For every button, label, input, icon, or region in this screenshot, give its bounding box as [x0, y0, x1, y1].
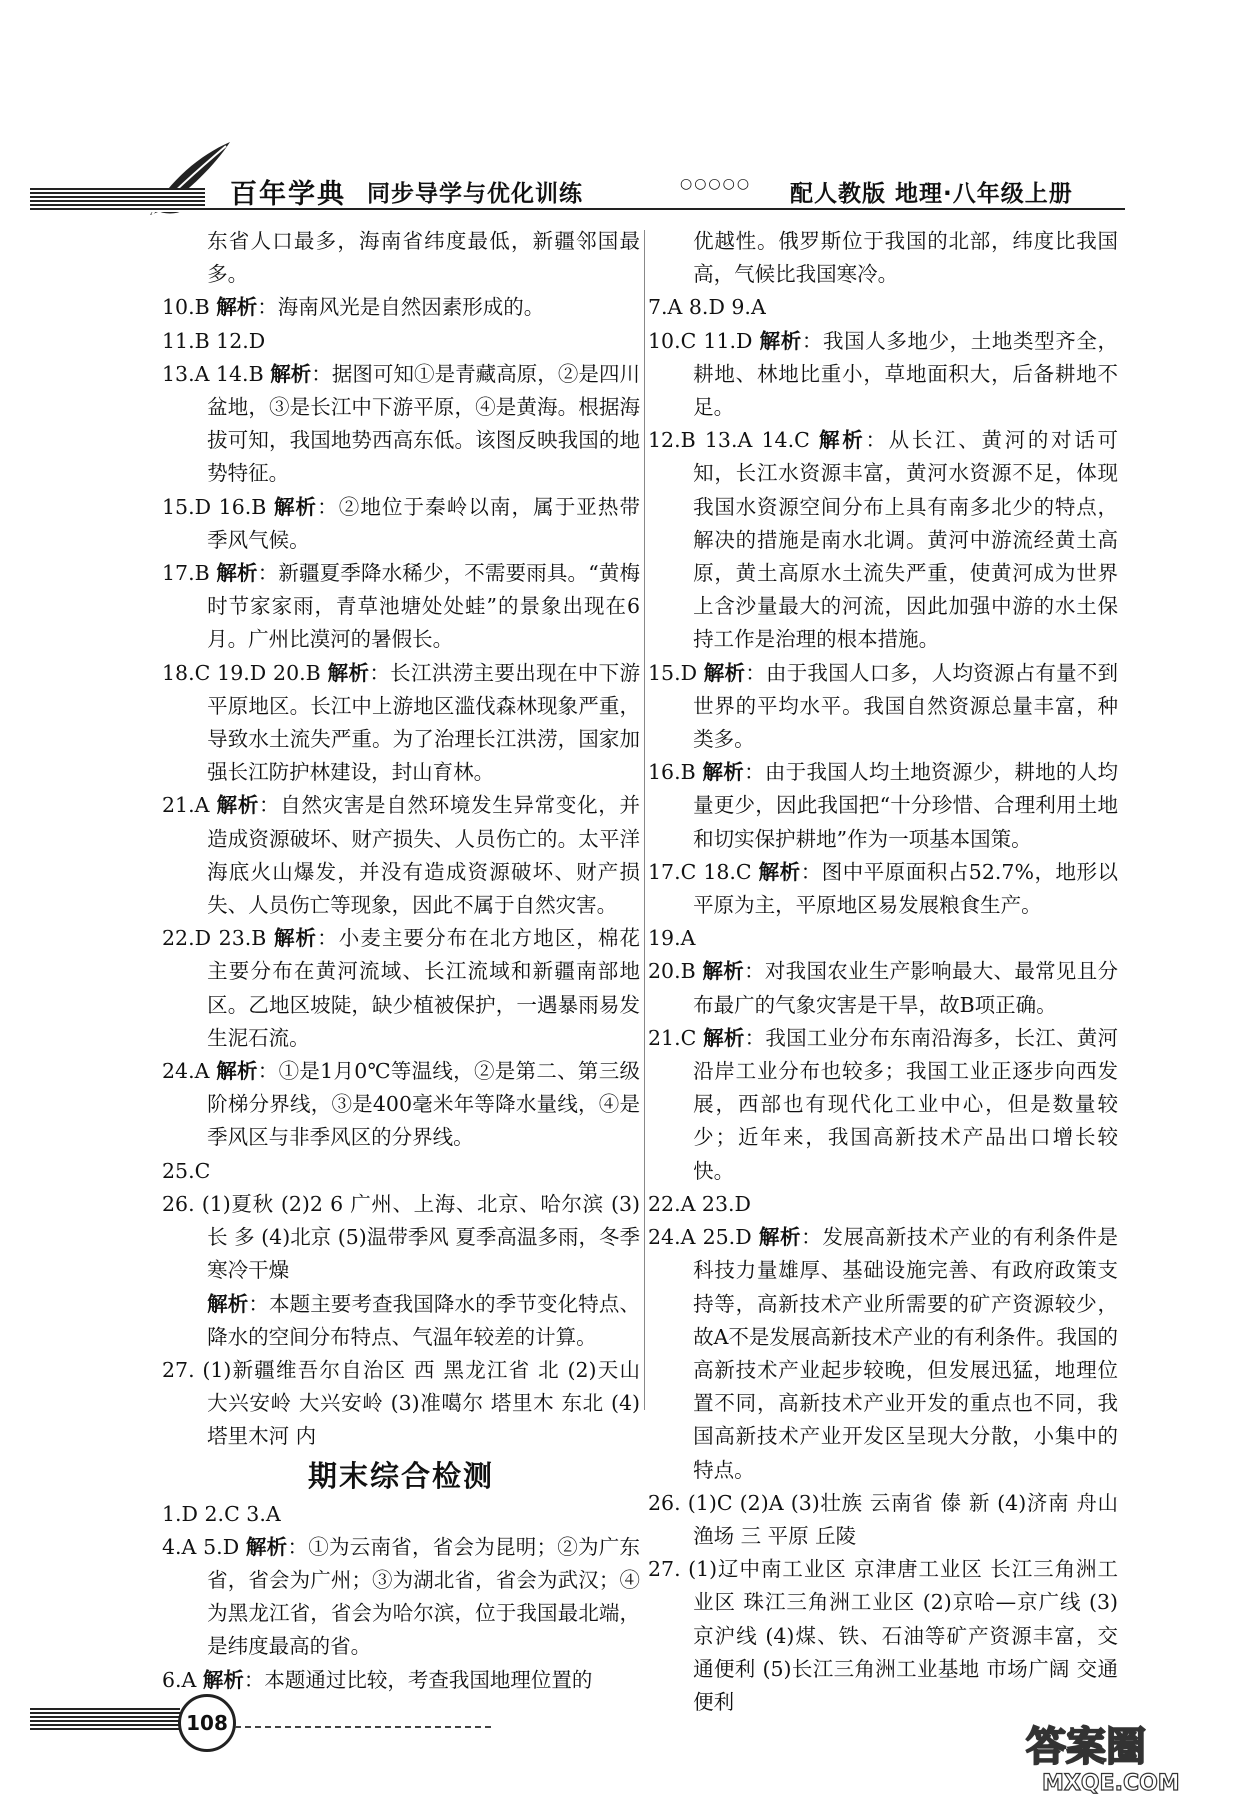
analysis-label: 解析: [216, 561, 258, 586]
answer-item: [162, 1354, 640, 1454]
answer-item: [648, 856, 1118, 922]
analysis-label: 解析: [702, 959, 745, 984]
answer-item: [648, 225, 1118, 291]
question-number: 22.A 23.D: [648, 1191, 751, 1216]
answer-text: ：本题主要考查我国降水的季节变化特点、降水的空间分布特点、气温年较差的计算。: [207, 1291, 641, 1349]
answer-text: ：自然灾害是自然环境发生异常变化，并造成资源破坏、财产损失、人员伤亡的。太平洋海底火山爆发，并没有造成资源破坏、财产损失、人员伤亡等现象，因此不属于自然灾害。: [207, 793, 640, 918]
answer-item: [162, 1055, 640, 1155]
question-number: 10.B: [162, 295, 210, 320]
watermark-text: 答案圈: [1026, 1724, 1146, 1770]
answer-item: [648, 1553, 1118, 1719]
answer-item: [648, 922, 1118, 955]
question-number: 18.C 19.D 20.B: [162, 660, 321, 685]
question-number: 21.C: [648, 1025, 697, 1050]
question-number: 7.A 8.D 9.A: [648, 295, 766, 320]
answer-list-left-2: [162, 1498, 640, 1697]
answer-item: [648, 1188, 1118, 1221]
answer-item: [162, 922, 640, 1055]
analysis-label: 解析: [245, 1534, 288, 1559]
answer-text: ：我国工业分布东南沿海多，长江、黄河沿岸工业分布也较多；我国工业正逐步向西发展，西部也有现代化工业中心，但是数量较少；近年来，我国高新技术产品出口增长较快。: [693, 1025, 1119, 1183]
header-stripes: [30, 188, 205, 212]
question-number: 12.B 13.A 14.C: [648, 428, 810, 453]
question-number: 20.B: [648, 959, 696, 984]
answer-text: ：图中平原面积占52.7%，地形以平原为主，平原地区易发展粮食生产。: [693, 859, 1118, 918]
question-number: 16.B: [648, 760, 696, 785]
analysis-label: 解析: [273, 494, 318, 519]
question-number: 17.B: [162, 561, 210, 586]
answer-item: [648, 325, 1118, 425]
analysis-label: 解析: [703, 1025, 745, 1050]
question-number: 11.B 12.D: [162, 328, 266, 353]
answer-item: [162, 491, 640, 557]
section-title: 期末综合检测: [307, 1458, 494, 1493]
series-subtitle: 同步导学与优化训练: [367, 181, 583, 207]
analysis-label: 解析: [270, 361, 312, 386]
question-number: 26.: [162, 1191, 195, 1216]
answer-text: ：①是1月0℃等温线，②是第二、第三级阶梯分界线，③是400毫米年等降水量线，④是季风区与非季风区的分界线。: [207, 1059, 640, 1150]
answer-text: ：①为云南省，省会为昆明；②为广东省，省会为广州；③为湖北省，省会为武汉；④为黑龙江省，省会为哈尔滨，位于我国最北端，是纬度最高的省。: [207, 1534, 641, 1659]
column-divider: [644, 230, 645, 1410]
answer-text: ：新疆夏季降水稀少，不需要雨具。“黄梅时节家家雨，青草池塘处处蛙”的景象出现在6月。广州比漠河的暑假长。: [207, 561, 641, 652]
answer-item: [162, 1188, 640, 1288]
answer-text: ：发展高新技术产业的有利条件是科技力量雄厚、基础设施完善、有政府政策支持等，高新技术产业所需要的矿产资源较少，故A不是发展高新技术产业的有利条件。我国的高新技术产业起步较晚，但发展迅猛，地理位置不同，高新技术产业开发的重点也不同，我国高新技术产业开发区呈现大分散，小集中的特点。: [693, 1225, 1119, 1482]
answer-text: ：长江洪涝主要出现在中下游平原地区。长江中上游地区滥伐森林现象严重，导致水土流失严重。为了治理长江洪涝，国家加强长江防护林建设，封山育林。: [207, 660, 641, 785]
header-dots: ○○○○○: [680, 176, 752, 192]
analysis-label: 解析: [273, 926, 318, 951]
question-number: 27.: [648, 1557, 681, 1582]
answer-text: ：小麦主要分布在北方地区，棉花主要分布在黄河流域、长江流域和新疆南部地区。乙地区坡陡，缺少植被保护，一遇暴雨易发生泥石流。: [207, 926, 641, 1050]
answer-item: [162, 358, 640, 491]
answer-text: (1)新疆维吾尔自治区 西 黑龙江省 北 (2)天山 大兴安岭 大兴安岭 (3)准噶尔 塔里木 东北 (4)塔里木河 内: [202, 1357, 640, 1449]
question-number: 27.: [162, 1357, 195, 1382]
question-number: 24.A: [162, 1059, 210, 1084]
question-number: 6.A: [162, 1667, 197, 1692]
page-header: [30, 130, 1100, 220]
question-number: 10.C 11.D: [648, 328, 753, 353]
edition-label: 配人教版 地理·八年级上册: [790, 181, 1073, 207]
answer-item: [648, 955, 1118, 1021]
analysis-label: 解析: [216, 793, 260, 818]
answer-item: [162, 225, 640, 291]
answer-item: [648, 291, 1118, 324]
answer-item: [162, 557, 640, 657]
answer-item: [648, 424, 1118, 656]
question-number: 4.A 5.D: [162, 1534, 240, 1559]
analysis-label: 解析: [758, 1225, 802, 1250]
answer-text: (1)辽中南工业区 京津唐工业区 长江三角洲工业区 珠江三角洲工业区 (2)京哈—京广线 (3)京沪线 (4)煤、铁、石油等矿产资源丰富，交通便利 (5)长江三角洲工业基地 市场广阔 交通便利: [688, 1557, 1118, 1714]
page-number: 108: [178, 1694, 236, 1752]
question-number: 1.D 2.C 3.A: [162, 1501, 281, 1526]
answer-item: [162, 657, 640, 790]
answer-text: (1)夏秋 (2)2 6 广州、上海、北京、哈尔滨 (3)长 多 (4)北京 (5)温带季风 夏季高温多雨，冬季寒冷干燥: [201, 1191, 640, 1283]
answer-text: ：由于我国人均土地资源少，耕地的人均量更少，因此我国把“十分珍惜、合理利用土地和切实保护耕地”作为一项基本国策。: [693, 760, 1119, 851]
question-number: 22.D 23.B: [162, 926, 267, 951]
page-footer: [30, 1690, 630, 1750]
answer-item: [162, 325, 640, 358]
analysis-label: 解析: [216, 1059, 258, 1084]
answer-item: [648, 1221, 1118, 1487]
answer-text: ：②地位于秦岭以南，属于亚热带季风气候。: [207, 494, 641, 552]
answer-item: [162, 1288, 640, 1354]
analysis-label: 解析: [216, 295, 258, 320]
answer-text: 优越性。俄罗斯位于我国的北部，纬度比我国高，气候比我国寒冷。: [693, 229, 1118, 287]
analysis-label: 解析: [819, 428, 866, 453]
answer-item: [162, 291, 640, 324]
answer-text: ：我国人多地少，土地类型齐全，耕地、林地比重小，草地面积大，后备耕地不足。: [693, 328, 1119, 420]
answer-text: ：据图可知①是青藏高原，②是四川盆地，③是长江中下游平原，④是黄海。根据海拔可知，我国地势西高东低。该图反映我国的地势特征。: [207, 361, 640, 486]
answer-text: ：本题通过比较，考查我国地理位置的: [243, 1667, 593, 1692]
answer-item: [648, 756, 1118, 856]
question-number: 17.C 18.C: [648, 859, 752, 884]
answer-item: [648, 1022, 1118, 1188]
answer-text: ：海南风光是自然因素形成的。: [257, 295, 545, 320]
watermark-url: MXQE.COM: [1042, 1771, 1180, 1796]
question-number: 24.A 25.D: [648, 1225, 752, 1250]
right-column: [648, 225, 1118, 1719]
question-number: 19.A: [648, 926, 696, 951]
footer-dash: [235, 1726, 495, 1728]
answer-item: [648, 657, 1118, 757]
question-number: 21.A: [162, 793, 210, 818]
question-number: 26.: [648, 1490, 681, 1515]
question-number: 13.A 14.B: [162, 361, 264, 386]
watermark-logo: [1018, 1710, 1238, 1798]
answer-item: [162, 1498, 640, 1531]
footer-stripes: [30, 1708, 180, 1730]
question-number: 15.D 16.B: [162, 494, 267, 519]
analysis-label: 解析: [703, 660, 746, 685]
analysis-label: 解析: [327, 660, 370, 685]
answer-item: [162, 1155, 640, 1188]
question-number: 15.D: [648, 660, 698, 685]
answer-list-right: [648, 225, 1118, 1719]
answer-item: [162, 1531, 640, 1664]
analysis-label: 解析: [758, 859, 801, 884]
analysis-label: 解析: [759, 328, 802, 353]
analysis-label: 解析: [207, 1291, 249, 1316]
answer-item: [162, 789, 640, 922]
question-number: 25.C: [162, 1158, 211, 1183]
answer-item: [648, 1487, 1118, 1553]
answer-text: 东省人口最多，海南省纬度最低，新疆邻国最多。: [207, 229, 640, 287]
answer-list-left: [162, 225, 640, 1454]
answer-text: ：对我国农业生产影响最大、最常见且分布最广的气象灾害是干旱，故B项正确。: [693, 959, 1119, 1017]
answer-text: ：由于我国人口多，人均资源占有量不到世界的平均水平。我国自然资源总量丰富，种类多。: [693, 660, 1119, 752]
answer-text: ：从长江、黄河的对话可知，长江水资源丰富，黄河水资源不足，体现我国水资源空间分布上具有南多北少的特点，解决的措施是南水北调。黄河中游流经黄土高原，黄土高原水土流失严重，使黄河成为世界上含沙量最大的河流，因此加强中游的水土保持工作是治理的根本措施。: [693, 428, 1119, 652]
analysis-label: 解析: [202, 1667, 244, 1692]
answer-text: (1)C (2)A (3)壮族 云南省 傣 新 (4)济南 舟山渔场 三 平原 丘陵: [687, 1490, 1118, 1548]
left-column: [162, 225, 640, 1697]
analysis-label: 解析: [702, 760, 745, 785]
series-title: 百年学典: [230, 179, 346, 210]
